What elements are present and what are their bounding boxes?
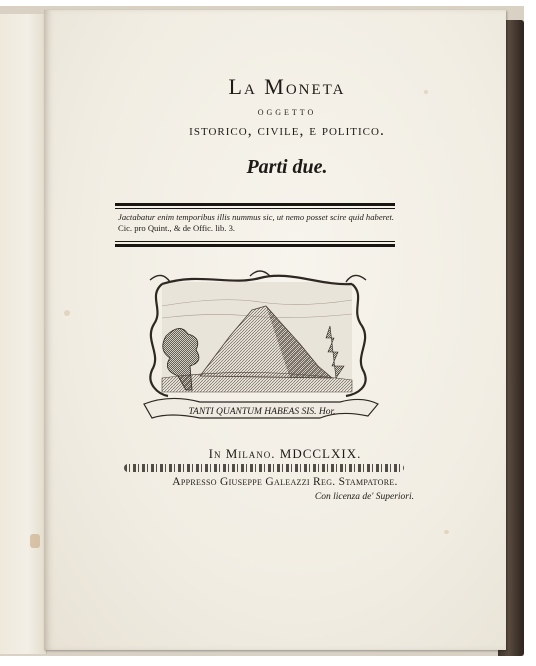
title-oggetto: oggetto — [257, 106, 317, 118]
parti-due: Parti due. — [246, 156, 328, 178]
rule-top-thin — [115, 208, 395, 209]
title-page — [44, 10, 506, 650]
book-subtitle: istorico, civile, e politico. — [189, 122, 385, 139]
ornamental-rule — [124, 464, 404, 472]
epigraph — [118, 212, 394, 234]
vignette-motto: TANTI QUANTUM HABEAS SIS. Hor. — [188, 407, 336, 417]
left-page-edge — [0, 14, 47, 654]
rule-bottom-thin — [115, 241, 395, 242]
publisher-line: Appresso Giuseppe Galeazzi Reg. Stampatore. — [172, 476, 398, 488]
foxing-spot — [444, 530, 449, 534]
engraved-vignette — [140, 266, 380, 426]
epigraph-citation: Cic. pro Quint., & de Offic. lib. 3. — [118, 223, 236, 233]
book-title: La Moneta — [228, 74, 346, 99]
epigraph-latin: Jactabatur enim temporibus illis nummus sic, ut nemo posset scire quid haberet. — [118, 212, 395, 222]
rule-top-thick — [115, 203, 395, 206]
paper-stain — [30, 534, 40, 548]
foxing-spot — [64, 310, 70, 316]
licence-line: Con licenza de' Superiori. — [314, 492, 414, 502]
rule-bottom-thick — [115, 244, 395, 247]
imprint-place-date: In Milano. MDCCLXIX. — [208, 446, 362, 461]
